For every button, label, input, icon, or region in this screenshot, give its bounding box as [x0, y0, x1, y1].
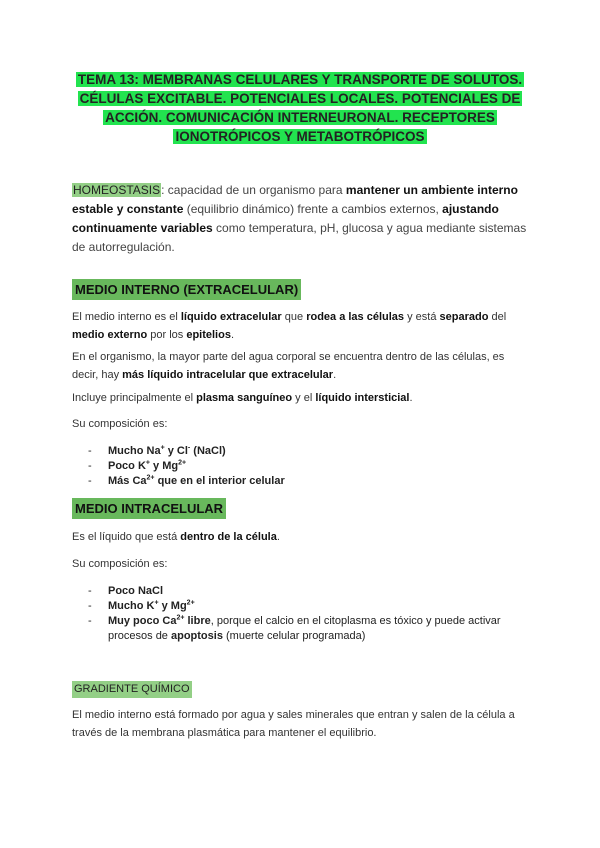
text-span: y Cl	[164, 445, 188, 457]
superscript: 2+	[178, 459, 187, 467]
heading-medio-interno: MEDIO INTERNO (EXTRACELULAR)	[72, 279, 301, 300]
title-text: TEMA 13: MEMBRANAS CELULARES Y TRANSPORTE DE SOLUTOS. CÉLULAS EXCITABLE. POTENCIALES LOCALES. POTENCIALES DE ACCIÓN. COMUNICACIÓN INTERNEURONAL. RECEPTORES IONOTRÓPICOS Y METABOTRÓPICOS	[77, 72, 523, 144]
superscript: 2+	[176, 614, 185, 622]
bold-span: epitelios	[186, 328, 231, 341]
text-span: : capacidad de un organismo para	[161, 183, 346, 197]
superscript: +	[145, 459, 150, 467]
list-item	[88, 474, 528, 489]
text-span: (equilibrio dinámico) frente a cambios externos,	[183, 202, 443, 216]
list-item	[88, 599, 528, 614]
text-span: (muerte celular programada)	[222, 630, 366, 642]
superscript: +	[160, 444, 165, 452]
text-span: (NaCl)	[190, 445, 226, 457]
text-span: y el	[292, 392, 316, 404]
bold-span: ajustando continuamente variables	[72, 202, 499, 235]
text-span: por los	[147, 328, 187, 341]
document-title	[70, 70, 530, 146]
text-span: libre	[184, 615, 211, 627]
medio-interno-paragraph-2	[72, 349, 532, 384]
text-span: del	[488, 311, 507, 323]
bold-span: separado	[439, 311, 489, 323]
list-item	[88, 444, 528, 459]
list-item	[88, 614, 528, 644]
medio-interno-composition-list	[88, 444, 528, 489]
bold-span: dentro de la célula	[180, 531, 277, 543]
text-span: Mucho Na	[108, 445, 161, 457]
text-span: Mucho K	[108, 600, 155, 612]
bold-span: rodea a las células	[306, 311, 405, 323]
text-span: y Mg	[158, 600, 187, 612]
list-item	[88, 459, 528, 474]
superscript: 2+	[186, 599, 195, 607]
text-span: .	[230, 328, 235, 341]
medio-interno-paragraph-3	[72, 390, 532, 408]
text-span: .	[409, 392, 413, 404]
superscript: +	[154, 599, 159, 607]
medio-intracelular-paragraph-1	[72, 529, 532, 547]
text-span: Más Ca	[108, 475, 147, 487]
heading-medio-intracelular: MEDIO INTRACELULAR	[72, 498, 226, 519]
text-span: y está	[404, 311, 440, 323]
text-span: que en el interior celular	[154, 475, 285, 487]
bold-span: líquido intersticial	[315, 392, 410, 404]
heading-gradiente-quimico: GRADIENTE QUÍMICO	[72, 681, 192, 698]
text-span: El medio interno es el	[72, 311, 181, 323]
text-span: que	[281, 311, 307, 323]
superscript: -	[187, 444, 191, 452]
text-span: .	[276, 531, 280, 543]
medio-interno-paragraph-1	[72, 309, 532, 344]
text-span: , porque el calcio en el citoplasma es tóxico y puede activar procesos de	[108, 615, 501, 642]
bold-span: plasma sanguíneo	[196, 392, 293, 404]
homeostasis-definition	[72, 181, 532, 257]
medio-interno-composition-label: Su composición es:	[72, 418, 168, 430]
text-span: Es el líquido que está	[72, 531, 181, 543]
text-span: .	[333, 368, 337, 381]
bold-span: mantener un ambiente interno estable y constante	[72, 183, 518, 216]
text-span: Incluye principalmente el	[72, 392, 197, 404]
bold-span: más líquido intracelular que extracelular	[122, 368, 334, 381]
text-span: y Mg	[150, 460, 179, 472]
list-item	[88, 584, 528, 599]
text-span: Poco K	[108, 460, 146, 472]
medio-intracelular-composition-label: Su composición es:	[72, 558, 168, 570]
text-span: Poco NaCl	[108, 585, 164, 597]
text-span: Muy poco Ca	[108, 615, 177, 627]
bold-span: líquido extracelular	[180, 311, 282, 323]
text-span: En el organismo, la mayor parte del agua corporal se encuentra dentro de las células, es decir, hay	[72, 351, 505, 381]
text-span: como temperatura, pH, glucosa y agua mediante sistemas de autorregulación.	[72, 221, 527, 254]
superscript: 2+	[146, 474, 155, 482]
bold-span: apoptosis	[170, 630, 223, 642]
medio-intracelular-composition-list	[88, 584, 528, 644]
bold-span: medio externo	[72, 328, 148, 341]
gradiente-paragraph: El medio interno está formado por agua y sales minerales que entran y salen de la célula a través de la membrana plasmática para mantener el equilibrio.	[72, 709, 515, 739]
homeostasis-term: HOMEOSTASIS	[73, 183, 161, 197]
